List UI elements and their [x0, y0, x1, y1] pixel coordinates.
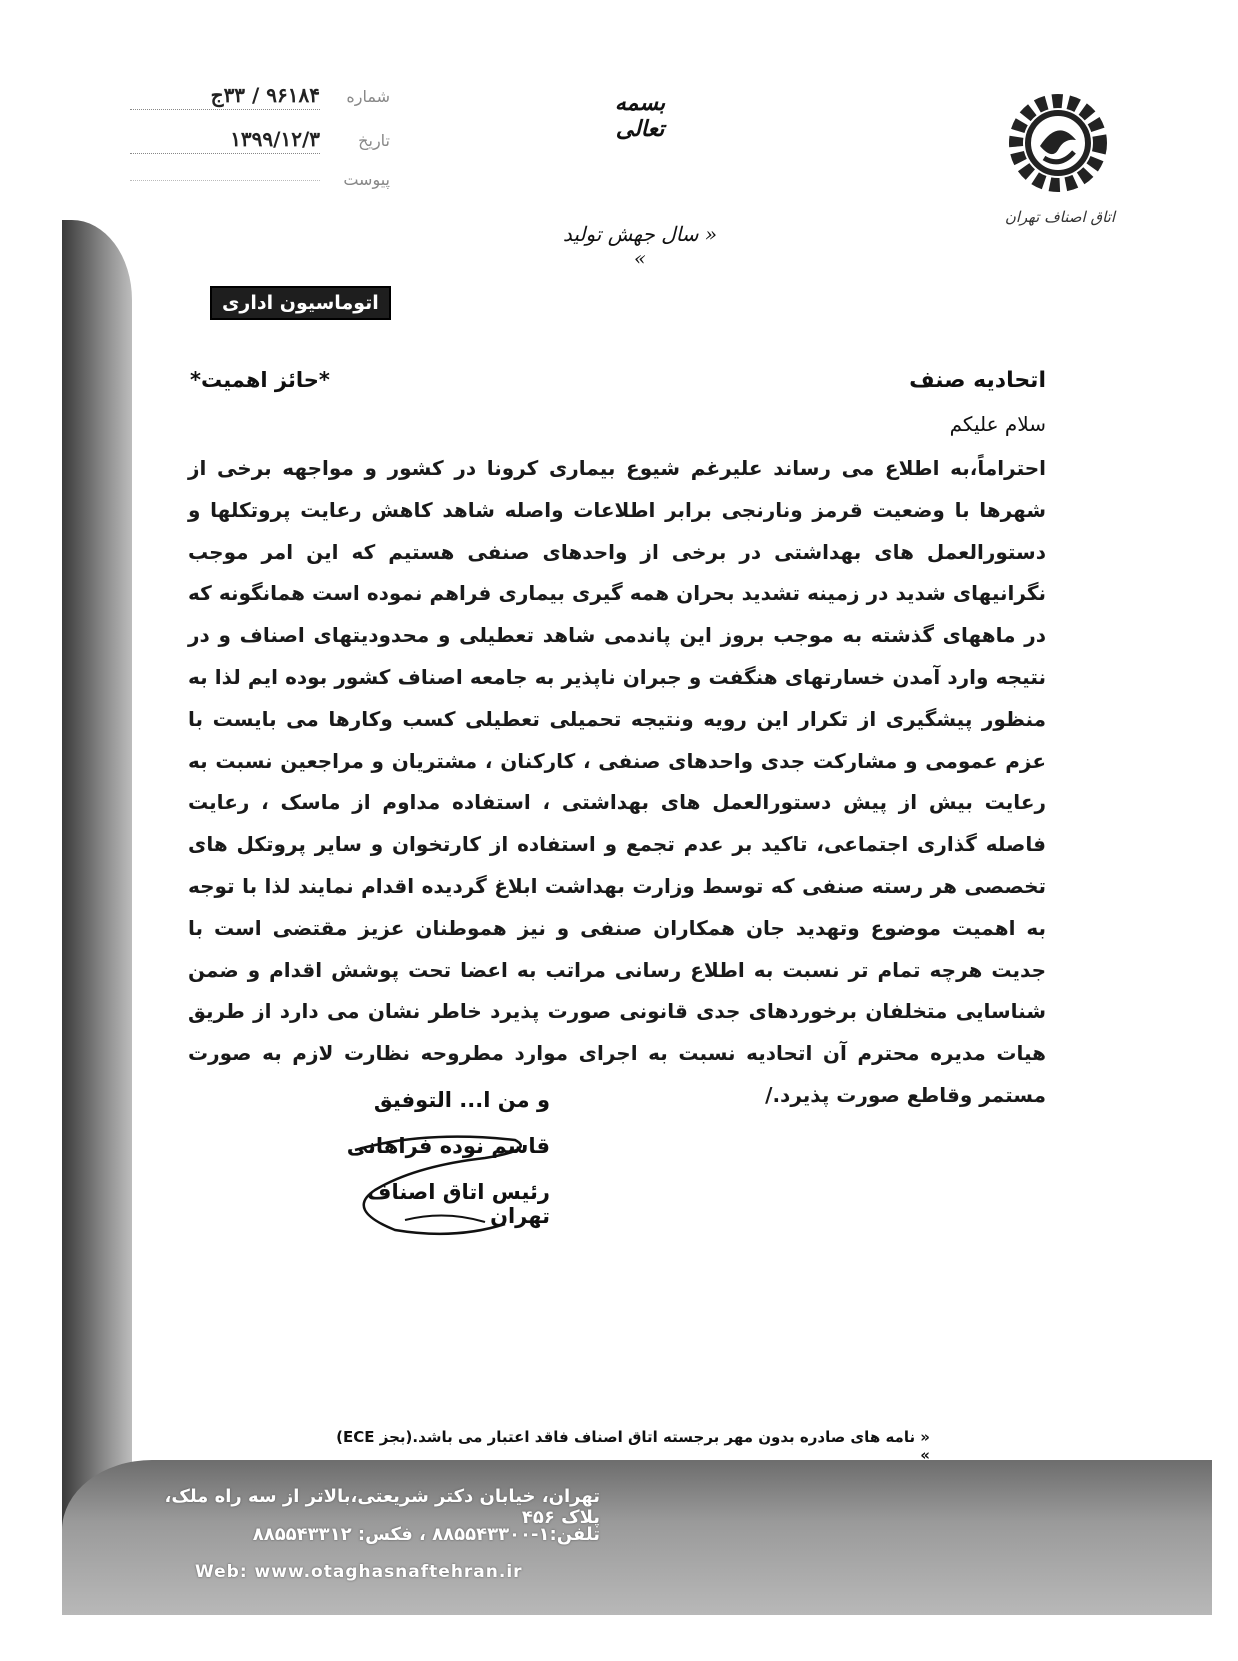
letterhead-side-band — [62, 220, 132, 1610]
letter-body: احتراماً،به اطلاع می رساند علیرغم شیوع بیماری کرونا در کشور و مواجهه برخی از شهرها با وضعیت قرمز ونارنجی برابر اطلاعات واصله شاهد کاهش رعایت پروتکلها و دستورالعمل های بهداشتی در برخی از واحدهای صنفی هستیم که این امر موجب نگرانیهای شدید در زمینه تشدید بحران همه گیری بیماری فراهم نموده است همانگونه که در ماههای گذشته به موجب بروز این پاندمی شاهد تعطیلی و محدودیتهای اصناف و در نتیجه وارد آمدن خسارتهای هنگفت و جبران ناپذیر به جامعه اصناف کشور بوده ایم لذا به منظور پیشگیری از تکرار این رویه ونتیجه تحمیلی تعطیلی کسب وکارها می بایست با عزم عمومی و مشارکت جدی واحدهای صنفی ، کارکنان ، مشتریان و مراجعین نسبت به رعایت بیش از پیش دستورالعمل های بهداشتی ، استفاده مداوم از ماسک ، رعایت فاصله گذاری اجتماعی، تاکید بر عدم تجمع و استفاده از کارتخوان و سایر پروتکل های تخصصی هر رسته صنفی که توسط وزارت بهداشت ابلاغ گردیده اقدام نمایند لذا با توجه به اهمیت موضوع وتهدید جان همکاران صنفی و نیز هموطنان عزیز مقتضی است با جدیت هرچه تمام تر نسبت به اطلاع رسانی مراتب به اعضا تحت پوشش اقدام و ضمن شناسایی متخلفان برخوردهای جدی قانونی صورت پذیرد خاطر نشان می دارد از طریق هیات مدیره محترم آن اتحادیه نسبت به اجرای موارد مطروحه نظارت لازم به صورت مستمر وقاطع صورت پذیرد./ — [188, 456, 1046, 1107]
invocation: بسمه تعالی — [614, 90, 666, 142]
letter-number: ۹۶۱۸۴ / ۳۳ج — [130, 83, 320, 110]
closing-formula: و من ا... التوفیق — [373, 1088, 550, 1112]
letter-meta — [110, 74, 390, 196]
logo-caption: اتاق اصناف تهران — [1004, 208, 1115, 226]
automation-tag: اتوماسیون اداری — [210, 286, 391, 320]
attachment-row — [110, 162, 390, 196]
number-row — [110, 74, 390, 118]
date-label: تاریخ — [358, 130, 390, 150]
validity-notice: « نامه های صادره بدون مهر برجسته اتاق اصناف فاقد اعتبار می باشد.(بجز ECE) » — [336, 1428, 930, 1464]
handwritten-signature-icon — [335, 1130, 565, 1250]
chamber-logo-icon — [998, 88, 1118, 198]
signer-title: رئیس اتاق اصناف تهران — [367, 1180, 550, 1228]
letter-date: ۱۳۹۹/۱۲/۳ — [130, 127, 320, 154]
greeting: سلام علیکم — [949, 412, 1046, 436]
date-row — [110, 118, 390, 162]
attachment-value — [130, 178, 320, 181]
footer-phone: تلفن:۱-۸۸۵۵۴۳۳۰۰ ، فکس: ۸۸۵۵۴۳۳۱۲ — [252, 1524, 600, 1545]
year-motto: « سال جهش تولید » — [562, 222, 718, 270]
number-label: شماره — [346, 86, 390, 106]
footer-address: تهران، خیابان دکتر شریعتی،بالاتر از سه راه ملک، پلاک ۴۵۶ — [164, 1486, 600, 1528]
attachment-label: پیوست — [343, 169, 390, 189]
signer-name: قاسم نوده فراهانی — [346, 1134, 550, 1158]
importance-mark: *حائز اهمیت* — [190, 368, 330, 392]
recipient: اتحادیه صنف — [909, 368, 1046, 393]
footer-website[interactable]: Web: www.otaghasnaftehran.ir — [195, 1562, 523, 1582]
